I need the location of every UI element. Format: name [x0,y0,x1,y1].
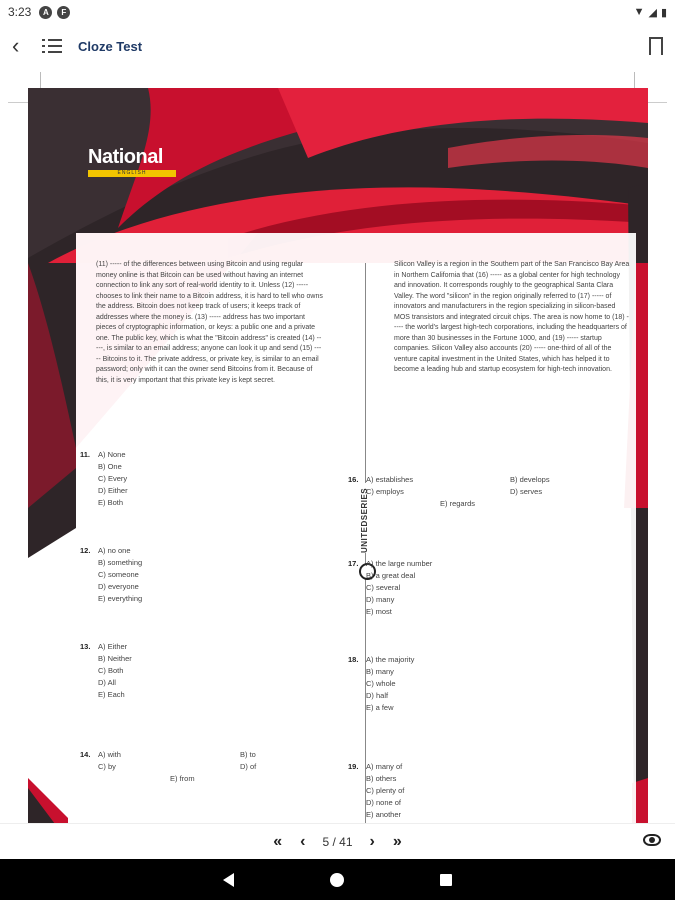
system-navigation-bar [0,859,675,900]
page-title: Cloze Test [78,38,143,54]
system-recents-icon[interactable] [440,874,452,886]
status-bar [0,0,675,24]
option[interactable]: B) One [98,462,122,471]
option[interactable]: A) the large number [366,559,433,568]
option[interactable]: A) many of [366,762,403,771]
option[interactable]: B) others [366,774,397,783]
wifi-icon: ▼ [633,6,645,18]
national-english-logo [88,146,176,177]
question-18: 18. A) the majority B) many C) whole D) half E) a few [348,655,415,712]
logo-text: National [88,146,163,168]
next-page-icon[interactable]: › [369,832,375,850]
option[interactable]: D) everyone [98,582,139,591]
option[interactable]: E) Each [98,690,125,699]
option[interactable]: A) Either [98,642,128,651]
battery-icon: ▮ [660,6,667,19]
option[interactable]: A) None [98,450,126,459]
notification-f-icon: F [57,6,70,19]
option[interactable]: E) most [366,607,392,616]
option[interactable]: C) plenty of [366,786,405,795]
bookmark-icon[interactable] [649,37,663,55]
page-indicator: 5 / 41 [322,834,353,849]
last-page-icon[interactable]: » [392,832,402,850]
prev-page-icon[interactable]: ‹ [300,832,306,850]
question-19: 19. A) many of B) others C) plenty of D) none of E) another [348,762,405,819]
option[interactable]: D) serves [510,487,543,496]
option[interactable]: D) many [366,595,395,604]
option[interactable]: D) none of [366,798,402,807]
option[interactable]: D) half [366,691,389,700]
option[interactable]: A) establishes [366,475,414,484]
option[interactable]: A) with [98,750,121,759]
app-bar [0,24,675,68]
option[interactable]: B) a great deal [366,571,416,580]
first-page-icon[interactable]: « [273,832,283,850]
option[interactable]: C) employs [366,487,404,496]
option[interactable]: E) from [170,774,195,783]
question-13: 13. A) Either B) Neither C) Both D) All E) Each [80,642,132,699]
option[interactable]: E) Both [98,498,124,507]
option[interactable]: E) everything [98,594,143,603]
option[interactable]: C) by [98,762,116,771]
question-11: 11. A) None B) One C) Every D) Either E) Both [80,450,128,507]
option[interactable]: C) Every [98,474,128,483]
system-back-icon[interactable] [223,873,234,887]
option[interactable]: D) All [98,678,116,687]
question-14: 14. A) with B) to C) by D) of E) from [80,750,257,783]
option[interactable]: B) many [366,667,394,676]
option[interactable]: B) to [240,750,256,759]
list-icon[interactable] [42,38,64,54]
option[interactable]: C) Both [98,666,124,675]
back-icon[interactable]: ‹ [12,33,20,58]
option[interactable]: C) someone [98,570,139,579]
notification-a-icon: A [39,6,52,19]
option[interactable]: E) a few [366,703,394,712]
status-icons [634,6,667,19]
system-home-icon[interactable] [330,873,344,887]
option[interactable]: B) Neither [98,654,132,663]
question-12: 12. A) no one B) something C) someone D) everyone E) everything [80,546,143,603]
page-navigation-bar [0,823,675,859]
question-16: 16. A) establishes B) develops C) employs D) serves E) regards [348,475,550,508]
option[interactable]: C) whole [366,679,396,688]
option[interactable]: E) regards [440,499,476,508]
option[interactable]: A) the majority [366,655,415,664]
eye-icon[interactable] [643,834,661,846]
option[interactable]: C) several [366,583,401,592]
logo-subtext: ENGLISH [88,170,176,177]
passage-left: (11) ----- of the differences between using Bitcoin and using regular money online is that Bitcoin can be used without having an internet connection to link any sort of real-world identity to it. Unless (12) ----- chooses to link their name to a Bitcoin address, it is hard to tell who owns the address. Bitcoin does not keep track of users; it keeps track of addresses where the money is. (13) ----- address has two important pieces of cryptographic information, or keys: a public one and a private one. The public key, which is what the "Bitcoin address" is created (14) -----, is similar to an email address; anyone can look it up and send (15) ----- Bitcoins to it. The private address, or private key, is similar to an email password; only with it can the owner send Bitcoins from it. Because of this, it is very important that this private key is kept secret. [96,261,323,384]
exercise-content [76,233,636,823]
united-series-brand: UNITEDSERIES [360,483,376,553]
status-time: 3:23 [8,5,32,19]
signal-icon: ◢ [648,6,657,19]
option[interactable]: E) another [366,810,402,819]
option[interactable]: B) develops [510,475,550,484]
question-17: 17. A) the large number B) a great deal C) several D) many E) most [348,559,433,616]
option[interactable]: D) Either [98,486,128,495]
option[interactable]: B) something [98,558,143,567]
document-page [28,88,648,823]
document-viewer[interactable] [0,68,675,823]
option[interactable]: A) no one [98,546,131,555]
option[interactable]: D) of [240,762,257,771]
passage-right: Silicon Valley is a region in the Southern part of the San Francisco Bay Area in Northern California that (16) ----- as a global center for high technology and innovation. It corresponds roughly to the geographical Santa Clara Valley. The word "silicon" in the region originally referred to (17) ----- of innovators and manufacturers in the region specializing in silicon-based MOS transistors and integrated circuit chips. The area is now home to (18) ----- the world's largest high-tech corporations, including the headquarters of more than 30 businesses in the Fortune 1000, and (19) ----- startup companies. Silicon Valley also accounts (20) ----- one-third of all of the venture capital investment in the United States, which has helped it to become a leading hub and startup ecosystem for high-tech innovation. [394,261,630,373]
